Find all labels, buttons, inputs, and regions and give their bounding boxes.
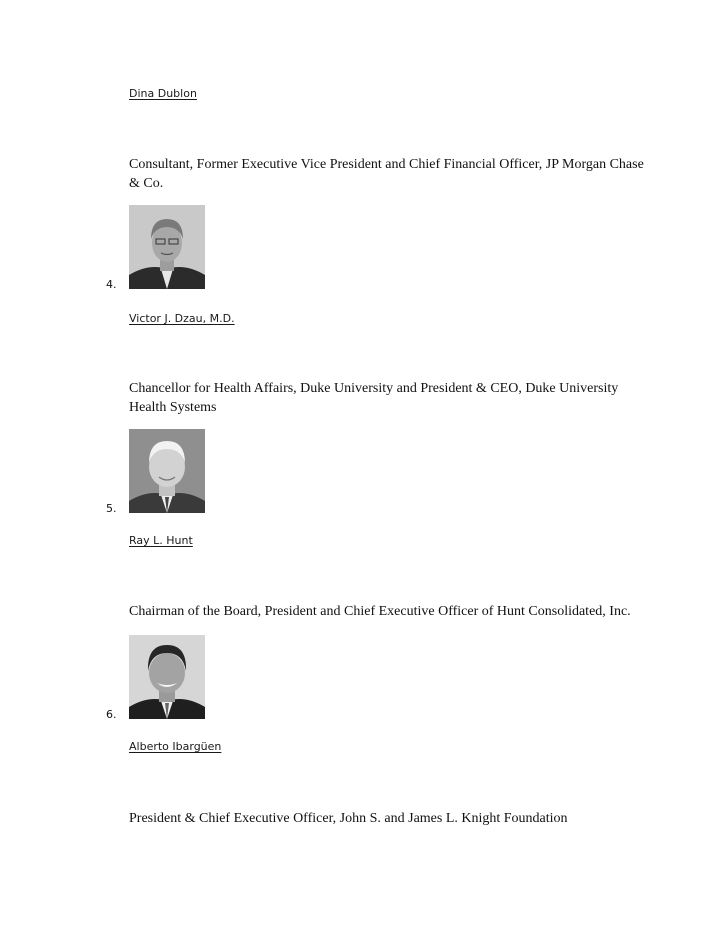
portrait-photo <box>129 635 205 719</box>
list-number: 5. <box>106 502 117 515</box>
person-title: President & Chief Executive Officer, John S. and James L. Knight Foundation <box>129 811 568 826</box>
person-title: Chancellor for Health Affairs, Duke University and President & CEO, Duke University Health Systems <box>129 381 619 415</box>
portrait-photo <box>129 205 205 289</box>
person-title: Chairman of the Board, President and Chief Executive Officer of Hunt Consolidated, Inc. <box>129 604 631 619</box>
person-name-link[interactable]: Ray L. Hunt <box>129 534 193 547</box>
person-name-link[interactable]: Dina Dublon <box>129 87 197 100</box>
person-name-link[interactable]: Victor J. Dzau, M.D. <box>129 312 235 325</box>
list-number: 4. <box>106 278 117 291</box>
list-number: 6. <box>106 708 117 721</box>
person-name-link[interactable]: Alberto Ibargüen <box>129 740 222 753</box>
portrait-photo <box>129 429 205 513</box>
person-title: Consultant, Former Executive Vice President and Chief Financial Officer, JP Morgan Chase & Co. <box>129 157 644 191</box>
